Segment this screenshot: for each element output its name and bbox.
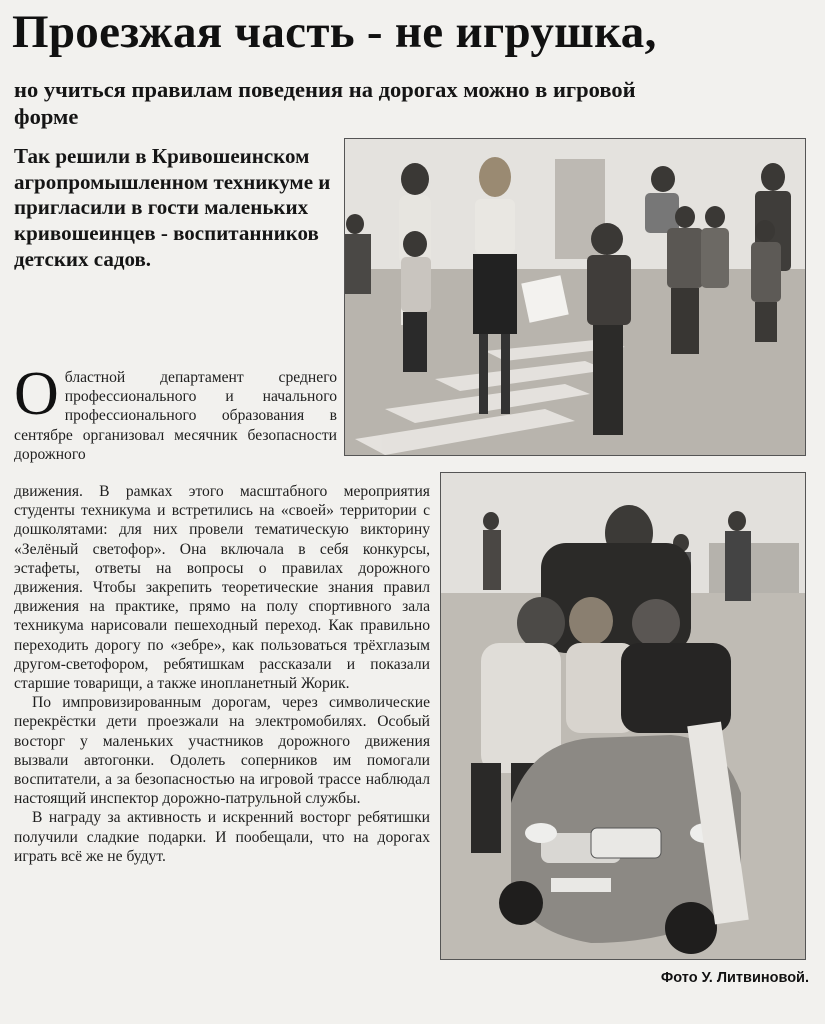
paragraph-3: В награду за активность и искренний восторг ребятишки получили сладкие подарки. И пообещали, что на дорогах играть всё же не будут. (14, 809, 430, 865)
dropcap: О (14, 360, 59, 428)
paragraph-1-part-1: бластной департамент среднего профессионального и начального профессионального образования в сентябре организовал месячник безопасности дорожного (14, 369, 337, 463)
photo-crosswalk-lesson (344, 138, 806, 456)
photo-electromobile-race (440, 472, 806, 960)
article-body-narrow (14, 360, 337, 464)
headline: Проезжая часть - не игрушка, (12, 6, 657, 58)
subheadline: но учиться правилам поведения на дорогах можно в игровой форме (14, 77, 636, 129)
photo-credit: Фото У. Литвиновой. (660, 970, 809, 986)
paragraph-1-part-2: движения. В рамках этого масштабного мероприятия студенты техникума и встретились на «своей» территории с дошколятами: для них провели тематическую викторину «Зелёный светофор». Она включала в себя конкурсы, эстафеты, ответы на вопросы о правилах дорожного движения. Чтобы закрепить теоретические знания правил движения на практике, прямо на полу спортивного зала техникума нарисовали пешеходный переход. Как правильно переходить дорогу по «зебре», как пользоваться трёхглазым другом-светофором, ребятишкам рассказали и показали старшие товарищи, а также инопланетный Жорик. (14, 483, 430, 693)
paragraph-2: По импровизированным дорогам, через символические перекрёстки дети проезжали на электромобилях. Особый восторг у маленьких участников дорожного движения вызвали автогонки. Одолеть соперников им помогали воспитатели, а за безопасностью на игровой трассе наблюдал настоящий инспектор дорожно-патрульной службы. (14, 694, 430, 808)
article-body-wide (14, 482, 430, 866)
lead-paragraph: Так решили в Кривошеинском агропромышленном техникуме и пригласили в гости маленьких кривошеинцев - воспитанников детских садов. (14, 144, 331, 271)
